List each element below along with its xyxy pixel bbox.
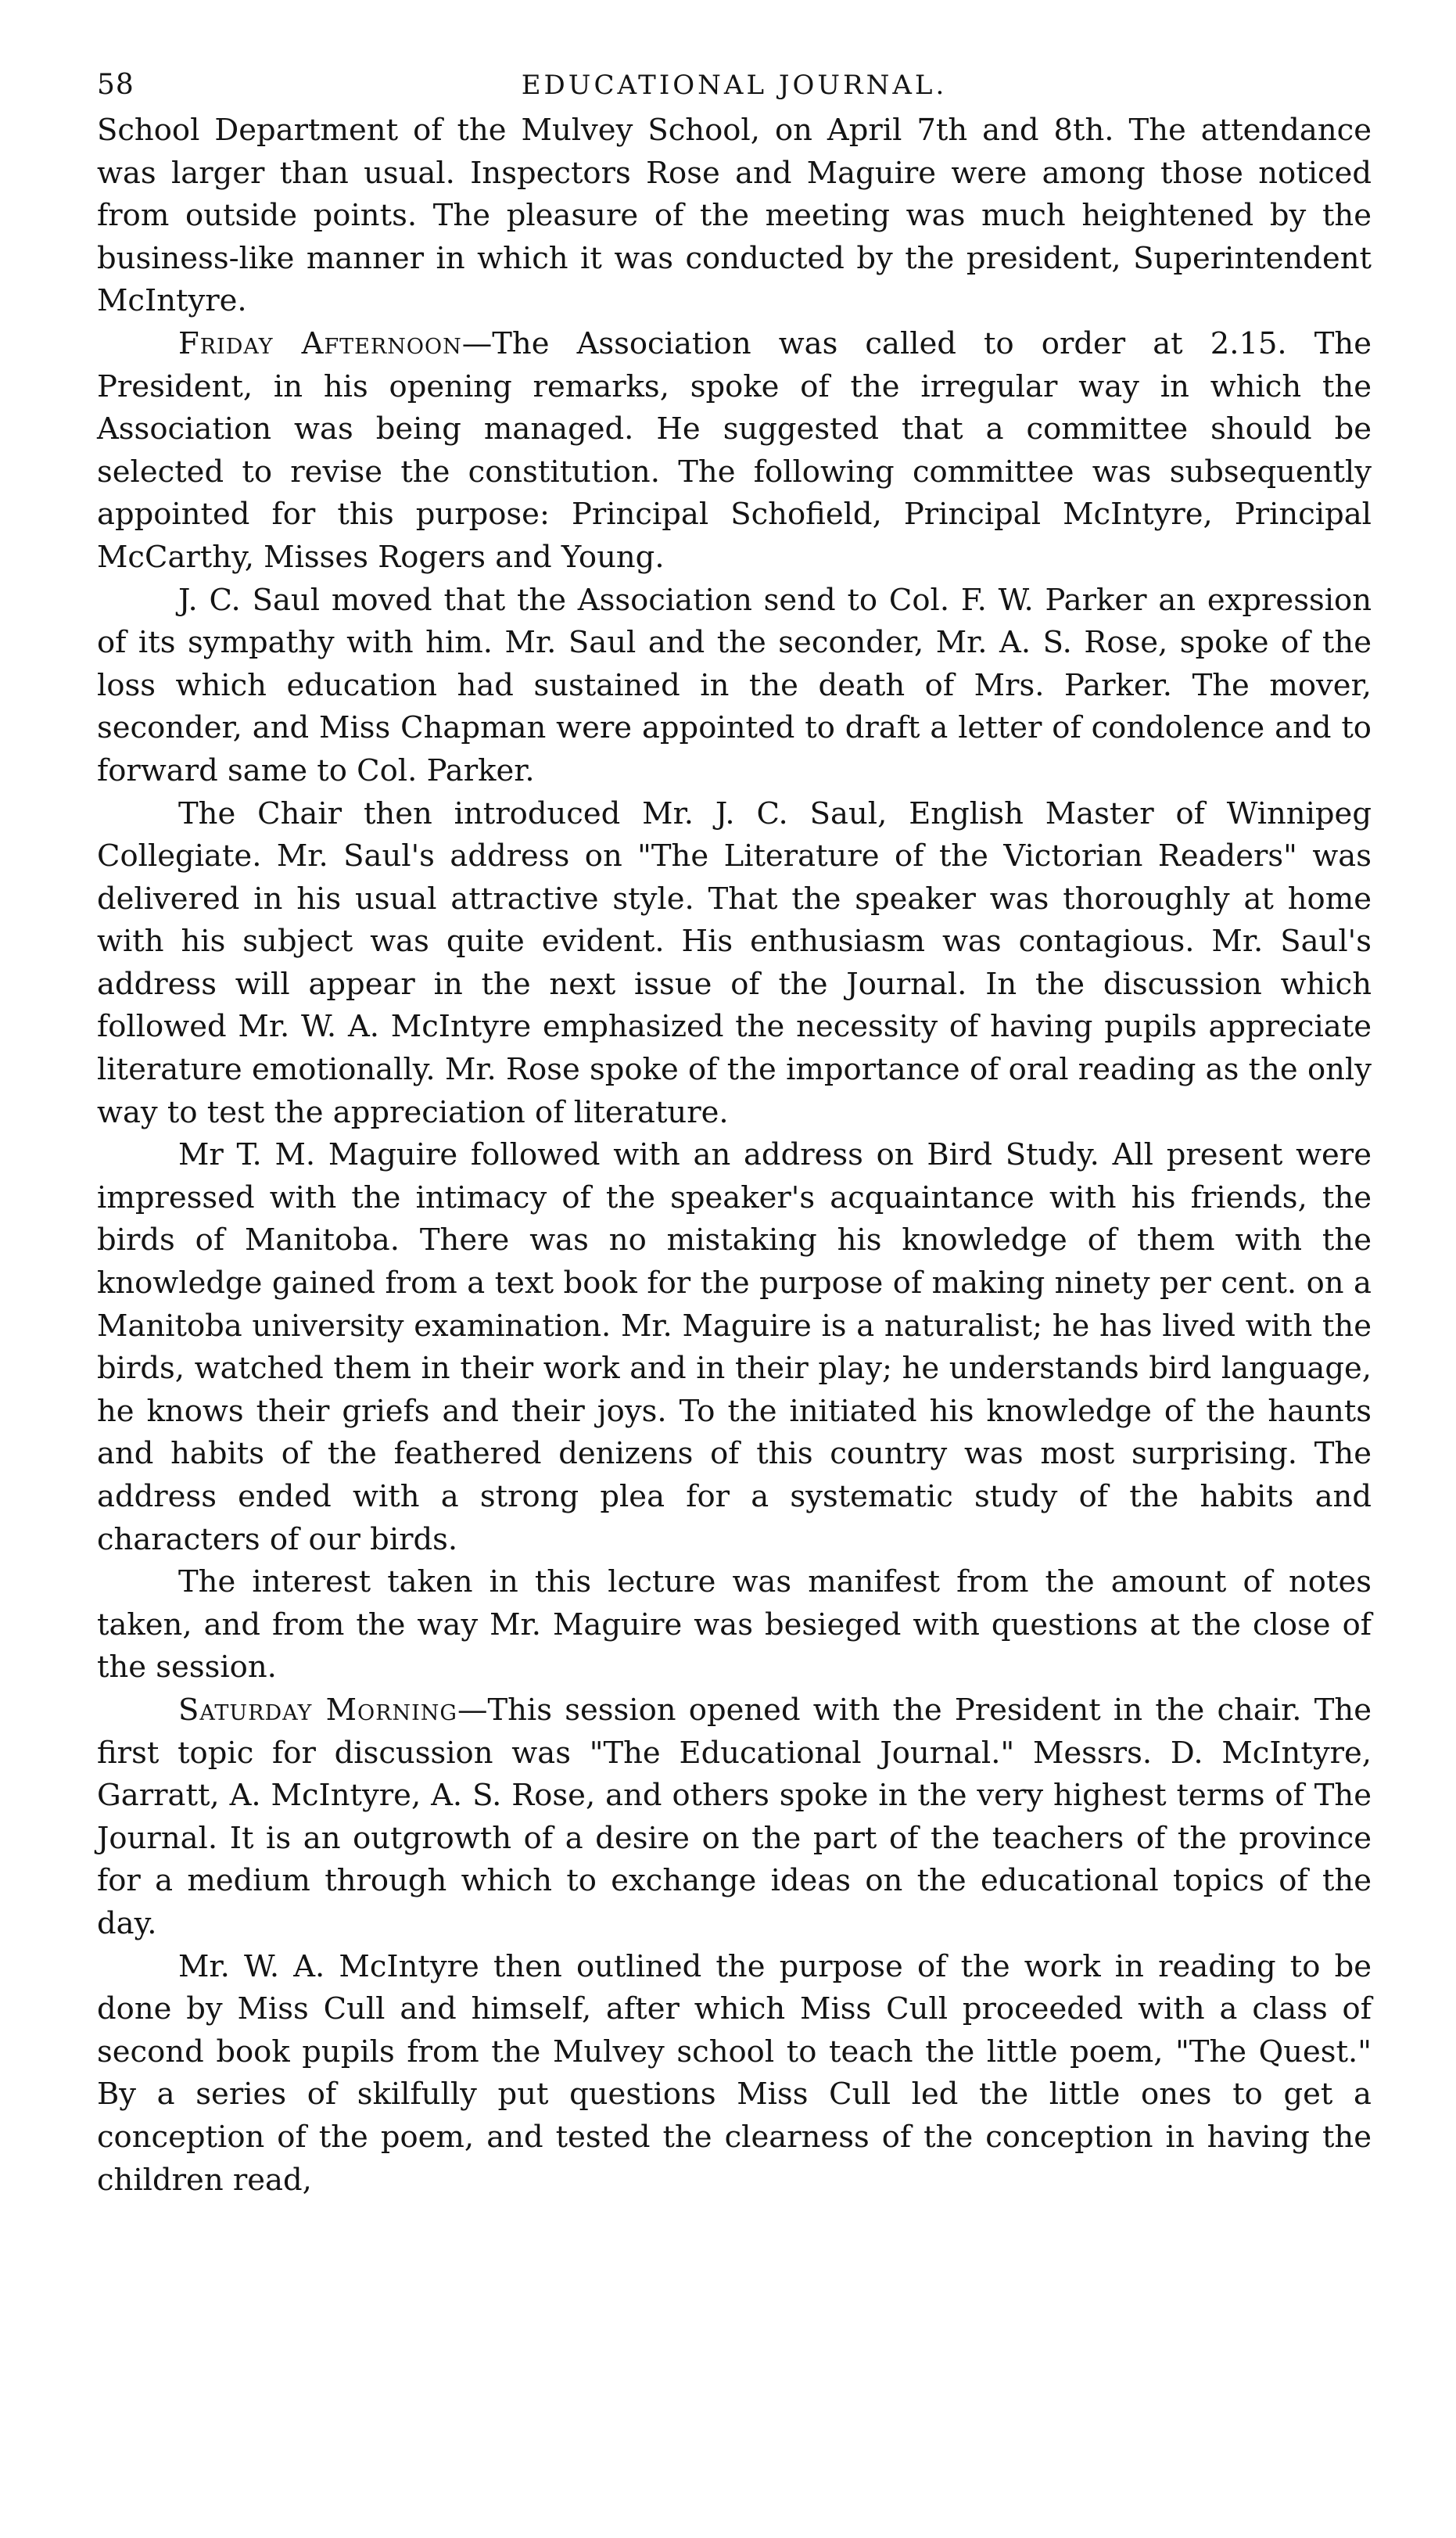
- article-body: [97, 109, 1372, 2202]
- journal-title: EDUCATIONAL JOURNAL.: [521, 70, 948, 101]
- paragraph-2-text: —The Association was called to order at 2.15. The President, in his opening remarks, spoke of the irregular way in which the Association was being managed. He suggested that a committee should be selected to revise the constitution. The following committee was subsequently appointed for this purpose: Principal Schofield, Principal McIntyre, Principal McCarthy, Misses Rogers and Young.: [97, 325, 1372, 575]
- session-heading-saturday-morning: Saturday Morning: [178, 1692, 457, 1728]
- paragraph-6: [97, 1561, 1372, 1689]
- paragraph-4-text: The Chair then introduced Mr. J. C. Saul, English Master of Winnipeg Collegiate. Mr. Saul's address on "The Literature of the Victorian Readers" was delivered in his usual attractive style. That the speaker was thoroughly at home with his subject was quite evident. His enthusiasm was contagious. Mr. Saul's address will appear in the next issue of the Journal. In the discussion which followed Mr. W. A. McIntyre emphasized the necessity of having pupils appreciate literature emotionally. Mr. Rose spoke of the importance of oral reading as the only way to test the appreciation of literature.: [97, 795, 1372, 1130]
- paragraph-7: [97, 1689, 1372, 1946]
- paragraph-8: [97, 1946, 1372, 2202]
- session-heading-friday-afternoon: Friday Afternoon: [178, 325, 462, 361]
- paragraph-5-text: Mr T. M. Maguire followed with an address on Bird Study. All present were impressed with the intimacy of the speaker's acquaintance with his friends, the birds of Manitoba. There was no mistaking his knowledge of them with the knowledge gained from a text book for the purpose of making ninety per cent. on a Manitoba university examination. Mr. Maguire is a naturalist; he has lived with the birds, watched them in their work and in their play; he understands bird language, he knows their griefs and their joys. To the initiated his knowledge of the haunts and habits of the feathered denizens of this country was most surprising. The address ended with a strong plea for a systematic study of the habits and characters of our birds.: [97, 1137, 1372, 1557]
- paragraph-1: [97, 109, 1372, 323]
- paragraph-2: [97, 323, 1372, 580]
- paragraph-1-text: School Department of the Mulvey School, on April 7th and 8th. The attendance was larger than usual. Inspectors Rose and Maguire were among those noticed from outside points. The pleasure of the meeting was much heightened by the business-like manner in which it was conducted by the president, Superintendent McIntyre.: [97, 113, 1372, 319]
- paragraph-5: [97, 1134, 1372, 1561]
- paragraph-4: [97, 793, 1372, 1135]
- paragraph-8-text: Mr. W. A. McIntyre then outlined the purpose of the work in reading to be done by Miss Cull and himself, after which Miss Cull proceeded with a class of second book pupils from the Mulvey school to teach the little poem, "The Quest." By a series of skilfully put questions Miss Cull led the little ones to get a conception of the poem, and tested the clearness of the conception in having the children read,: [97, 1948, 1372, 2198]
- paragraph-6-text: The interest taken in this lecture was manifest from the amount of notes taken, and from the way Mr. Maguire was besieged with questions at the close of the session.: [97, 1564, 1372, 1685]
- page-number: 58: [97, 69, 134, 101]
- paragraph-7-text: —This session opened with the President in the chair. The first topic for discussion was "The Educational Journal." Messrs. D. McIntyre, Garratt, A. McIntyre, A. S. Rose, and others spoke in the very highest terms of The Journal. It is an outgrowth of a desire on the part of the teachers of the province for a medium through which to exchange ideas on the educational topics of the day.: [97, 1692, 1372, 1941]
- paragraph-3: [97, 580, 1372, 793]
- journal-page: [97, 61, 1372, 2202]
- paragraph-3-text: J. C. Saul moved that the Association send to Col. F. W. Parker an expression of its sympathy with him. Mr. Saul and the seconder, Mr. A. S. Rose, spoke of the loss which education had sustained in the death of Mrs. Parker. The mover, seconder, and Miss Chapman were appointed to draft a letter of condolence and to forward same to Col. Parker.: [97, 582, 1372, 788]
- running-head: [97, 61, 1372, 109]
